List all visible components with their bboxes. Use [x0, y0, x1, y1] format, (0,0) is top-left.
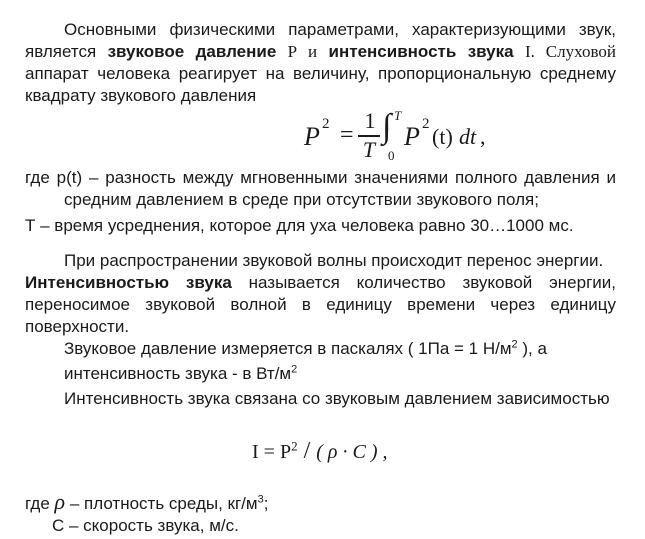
defs2-line-1: [25, 489, 269, 514]
exponent: 3: [257, 493, 264, 506]
term-sound-pressure: звуковое давление: [107, 42, 277, 61]
p2-line-2: [25, 273, 616, 293]
text-span: – плотность среды, кг/м: [65, 494, 258, 513]
formula2-denominator: ( ρ · C ): [316, 441, 378, 463]
p3-line-1: [64, 339, 547, 359]
formula2-exp: 2: [291, 438, 298, 454]
defs2-line-2: С – скорость звука, м/с.: [52, 516, 239, 535]
exponent: 2: [511, 338, 518, 351]
term-intensity: Интенсивностью звука: [25, 273, 232, 292]
p3-line-2: [64, 364, 297, 384]
integral-sign: ∫: [382, 108, 392, 145]
text-span: где: [25, 494, 50, 513]
p1-line-2: [25, 42, 616, 62]
text-span: является: [25, 42, 97, 61]
text-span: ), а: [517, 339, 547, 358]
text-span: интенсивность звука - в Вт/м: [64, 364, 292, 383]
formula1-argument: (t): [432, 124, 453, 149]
term-sound-intensity: интенсивность звука: [328, 42, 514, 61]
formula1-equals: =: [340, 122, 354, 148]
formula1-lhs: P: [304, 122, 320, 151]
formula1-denominator: T: [362, 137, 376, 162]
p3-line-3: Интенсивность звука связана со звуковым давлением зависимостью: [64, 389, 610, 408]
text-span: Звуковое давление измеряется в паскалях ( 1Па = 1 Н/м: [64, 339, 512, 358]
formula1-lhs-exp: 2: [322, 116, 330, 132]
p1-line-4: квадрату звукового давления: [25, 86, 257, 105]
exponent: 2: [291, 363, 298, 376]
p2-line-1: При распространении звуковой волны происходит перенос энергии.: [64, 251, 604, 270]
formula1-differential: dt: [459, 124, 477, 149]
formula-intensity: [252, 438, 388, 465]
formula1-integrand: P: [404, 122, 420, 151]
p2-line-4: поверхности.: [25, 317, 130, 336]
p1-line-3: аппарат человека реагирует на величину, пропорциональную среднему: [25, 64, 616, 83]
text-span: ;: [263, 494, 269, 513]
formula2-slash: /: [297, 438, 317, 464]
p2-line-3: переносимое звуковой волной в единицу времени через единицу: [25, 295, 616, 314]
integral-upper-limit: T: [394, 108, 402, 123]
formula1-numerator: 1: [364, 108, 376, 133]
rho-symbol: ρ: [54, 489, 66, 514]
p1-line-1: Основными физическими параметрами, характеризующими звук,: [64, 20, 616, 39]
formula1-integrand-exp: 2: [422, 116, 430, 132]
text-span: называется количество звуковой энергии,: [248, 273, 616, 292]
text-span: I. Слуховой: [524, 42, 616, 61]
defs1-line-3: Т – время усреднения, которое для уха человека равно 30…1000 мс.: [25, 216, 574, 235]
text-span: Р и: [287, 42, 318, 61]
defs1-line-1: где p(t) – разность между мгновенными значениями полного давления и: [25, 168, 616, 187]
formula2-lhs: I = Р: [252, 441, 292, 463]
formula1-comma: ,: [480, 124, 486, 149]
formula2-comma: ,: [377, 441, 388, 463]
integral-lower-limit: 0: [388, 148, 395, 163]
defs1-line-2: средним давлением в среде при отсутствии звукового поля;: [64, 190, 539, 209]
